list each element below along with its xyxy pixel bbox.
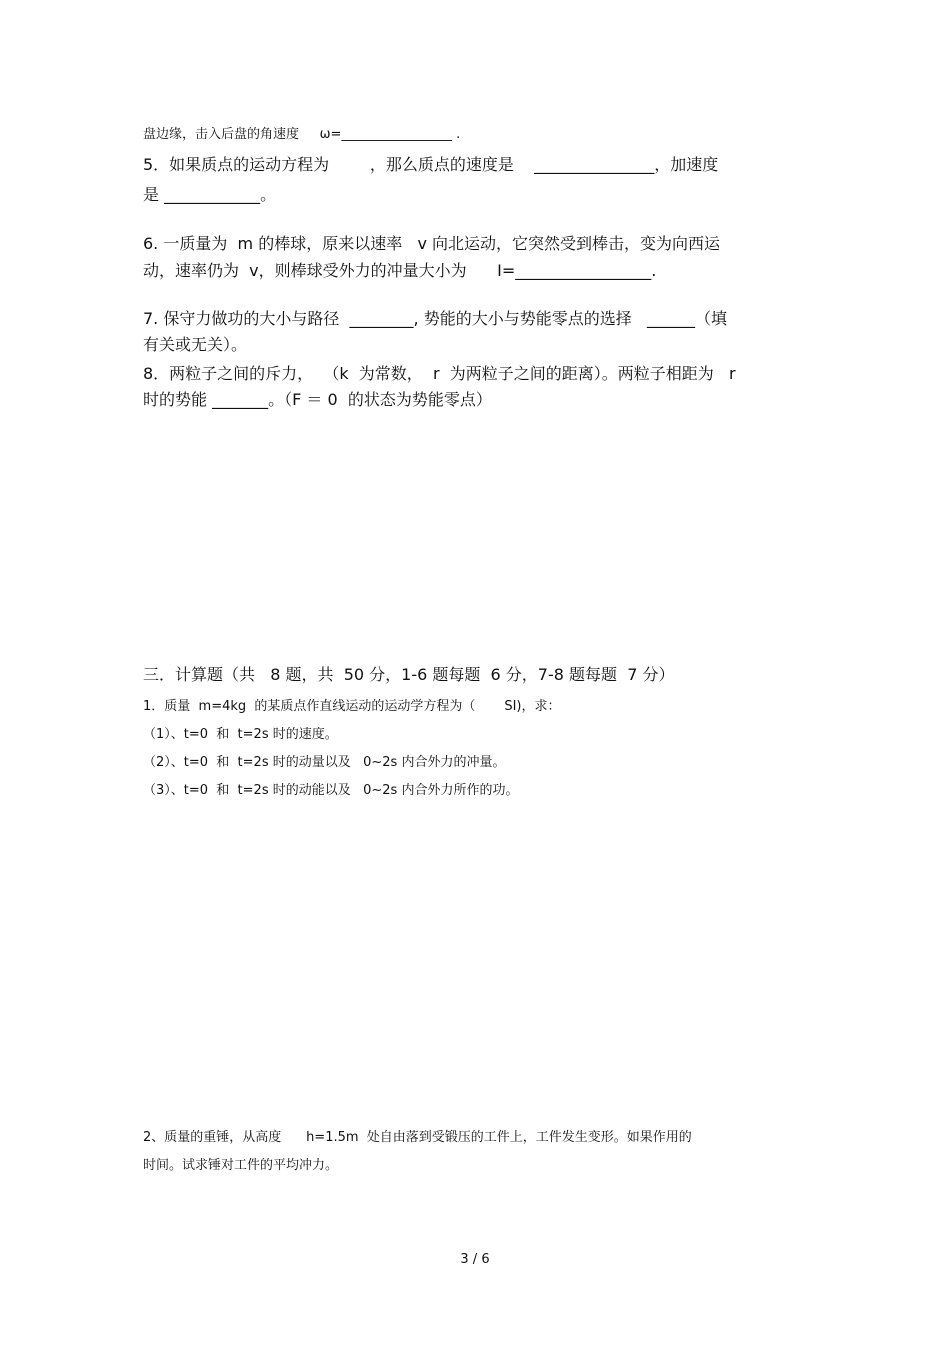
page-number: 3 / 6 [460, 1252, 490, 1267]
question-6: 6. 一质量为 m 的棒球，原来以速率 v 向北运动，它突然受到棒击，变为向西运 [143, 234, 721, 253]
question-5: 5．如果质点的运动方程为 ，那么质点的速度是 _______________，加速度 [143, 155, 719, 174]
question-7: 7. 保守力做功的大小与路径 ________, 势能的大小与势能零点的选择 ______（填 [143, 309, 727, 328]
calc-question-1-part-3: （3）、t=0 和 t=2s 时的动能以及 0~2s 内合外力所作的功。 [143, 783, 519, 798]
question-7-cont: 有关或无关）。 [143, 335, 248, 354]
calc-question-1-part-1: （1）、t=0 和 t=2s 时的速度。 [143, 727, 338, 742]
calc-question-2: 2、质量的重锤，从高度 h=1.5m 处自由落到受锻压的工件上，工件发生变形。如果作用的 [143, 1130, 692, 1145]
question-5-cont: 是 ____________。 [143, 185, 277, 204]
question-8-cont: 时的势能 _______。（F ＝ 0 的状态为势能零点） [143, 390, 492, 409]
question-8: 8．两粒子之间的斥力， （k 为常数， r 为两粒子之间的距离）。两粒子相距为 r [143, 364, 736, 383]
calc-question-2-cont: 时间。试求锤对工件的平均冲力。 [143, 1158, 339, 1173]
text-line-q4-cont: 盘边缘，击入后盘的角速度 ω=_________________ . [143, 127, 461, 142]
calc-question-1: 1．质量 m=4kg 的某质点作直线运动的运动学方程为（ SI)，求： [143, 699, 561, 714]
question-6-cont: 动，速率仍为 v，则棒球受外力的冲量大小为 I=_________________. [143, 261, 657, 280]
section-heading: 三．计算题（共 8 题，共 50 分，1-6 题每题 6 分，7-8 题每题 7 分） [143, 665, 675, 684]
calc-question-1-part-2: （2）、t=0 和 t=2s 时的动量以及 0~2s 内合外力的冲量。 [143, 755, 506, 770]
